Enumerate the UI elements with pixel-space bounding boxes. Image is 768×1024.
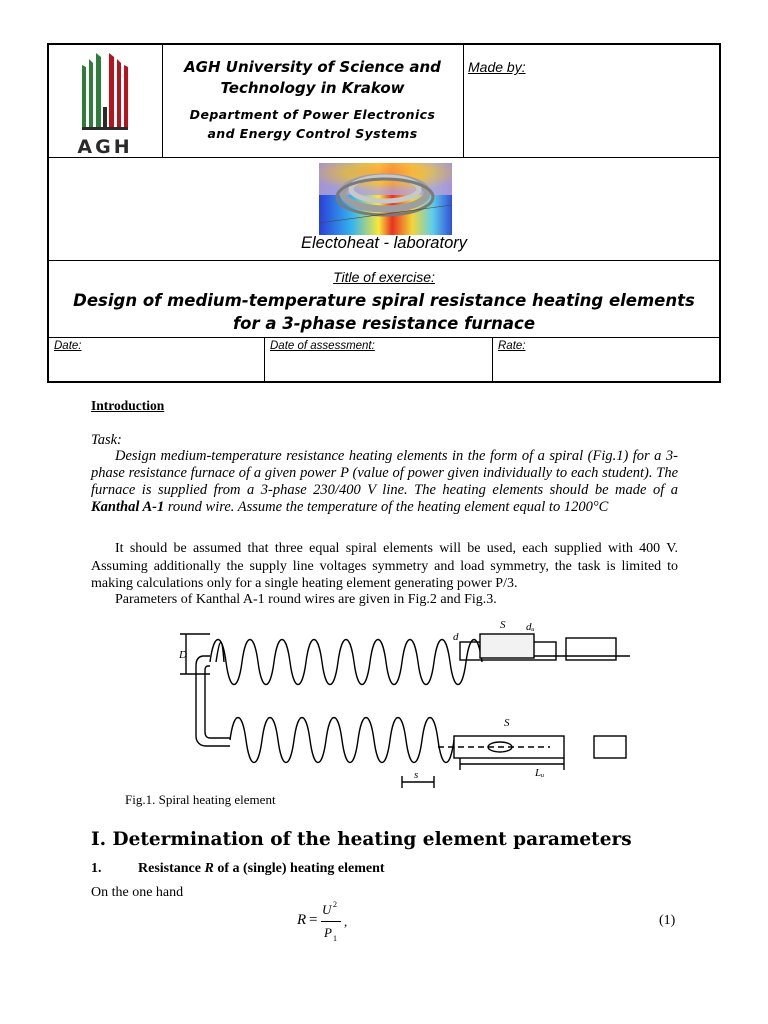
task-text-unit: °C: [592, 499, 609, 515]
task-text-a: Design medium-temperature resistance heating elements in the form of a spiral (Fig.1) for a 3-phase resistance furnace of a given power P (value of power given individually to each student). The furnace is supplied from a 3-phase 230/400 V line. The heating elements should be made of a: [91, 448, 678, 498]
eq-denominator: P: [324, 925, 332, 940]
divider: [264, 338, 265, 383]
fig-label-d: d: [453, 631, 459, 643]
university-name: [162, 57, 463, 99]
figure-caption: Fig.1. Spiral heating element: [125, 792, 276, 807]
university-line-2: Technology in Krakow: [220, 79, 405, 97]
title-of-exercise-label: Title of exercise:: [333, 269, 435, 285]
fig-label-du: dᵤ: [526, 621, 535, 633]
spiral-heating-element-figure: [170, 612, 630, 792]
introduction-heading: Introduction: [91, 398, 165, 413]
subsection-title: [138, 861, 385, 877]
header-row: [49, 45, 719, 158]
department-line-1: Department of Power Electronics: [189, 107, 436, 122]
agh-logo: [49, 45, 162, 157]
exercise-title-line-1: Design of medium-temperature spiral resistance heating elements: [73, 291, 695, 310]
eq-comma: ,: [344, 914, 348, 929]
eq-numerator-sup: 2: [333, 900, 337, 909]
paragraph-3: Parameters of Kanthal A-1 round wires are given in Fig.2 and Fig.3.: [115, 592, 497, 607]
subsection-title-b: of a (single) heating element: [213, 861, 385, 876]
exercise-title: [49, 289, 719, 335]
lab-name: Electoheat - laboratory: [300, 234, 467, 252]
eq-fraction-bar: [321, 921, 341, 922]
fig-label-Lu: Lᵤ: [535, 767, 545, 779]
subsection-number: 1.: [91, 861, 102, 876]
department-name: [162, 105, 463, 143]
date-label: Date:: [54, 340, 82, 352]
date-of-assessment-label: Date of assessment:: [270, 340, 375, 352]
lab-row: [49, 158, 719, 261]
header-frame: [47, 43, 721, 383]
subsection-title-R: R: [204, 861, 214, 876]
exercise-title-row: [49, 261, 719, 338]
simulation-thumbnail: [319, 163, 452, 235]
task-text-b: round wire. Assume the temperature of the heating element equal to 1200: [164, 499, 593, 515]
on-one-hand-text: On the one hand: [91, 885, 184, 900]
eq-lhs: R: [297, 912, 307, 928]
subsection-title-a: Resistance: [138, 861, 205, 876]
university-cell: [162, 45, 463, 157]
task-text-bold: Kanthal A-1: [91, 499, 165, 515]
made-by-cell: [463, 45, 719, 157]
eq-denominator-sub: 1: [333, 934, 337, 943]
eq-number: (1): [659, 913, 676, 928]
paragraph-2: It should be assumed that three equal spiral elements will be used, each supplied with 400 V. Assuming additionally the supply line voltages symmetry and load symmetry, the task is limited to making calculations only for a single heating element generating power P/3.: [91, 541, 678, 591]
task-label: Task:: [91, 432, 122, 448]
agh-logo-icon: [49, 45, 162, 157]
eq-numerator: U: [322, 902, 332, 917]
exercise-title-line-2: for a 3-phase resistance furnace: [232, 314, 536, 333]
info-row: [49, 338, 719, 383]
divider: [492, 338, 493, 383]
fig-label-s: s: [414, 769, 419, 781]
fig-label-S-top: S: [500, 619, 506, 631]
department-line-2: and Energy Control Systems: [207, 126, 418, 141]
rate-label: Rate:: [498, 340, 526, 352]
section-heading: I. Determination of the heating element parameters: [91, 829, 632, 850]
made-by-label: Made by:: [468, 59, 526, 75]
eq-equals: =: [309, 912, 318, 928]
task-paragraph: [91, 448, 678, 516]
logo-text: AGH: [77, 136, 133, 157]
fig-label-D: D: [179, 649, 187, 661]
fig-label-S-bottom: S: [504, 717, 510, 729]
university-line-1: AGH University of Science and: [184, 58, 441, 76]
